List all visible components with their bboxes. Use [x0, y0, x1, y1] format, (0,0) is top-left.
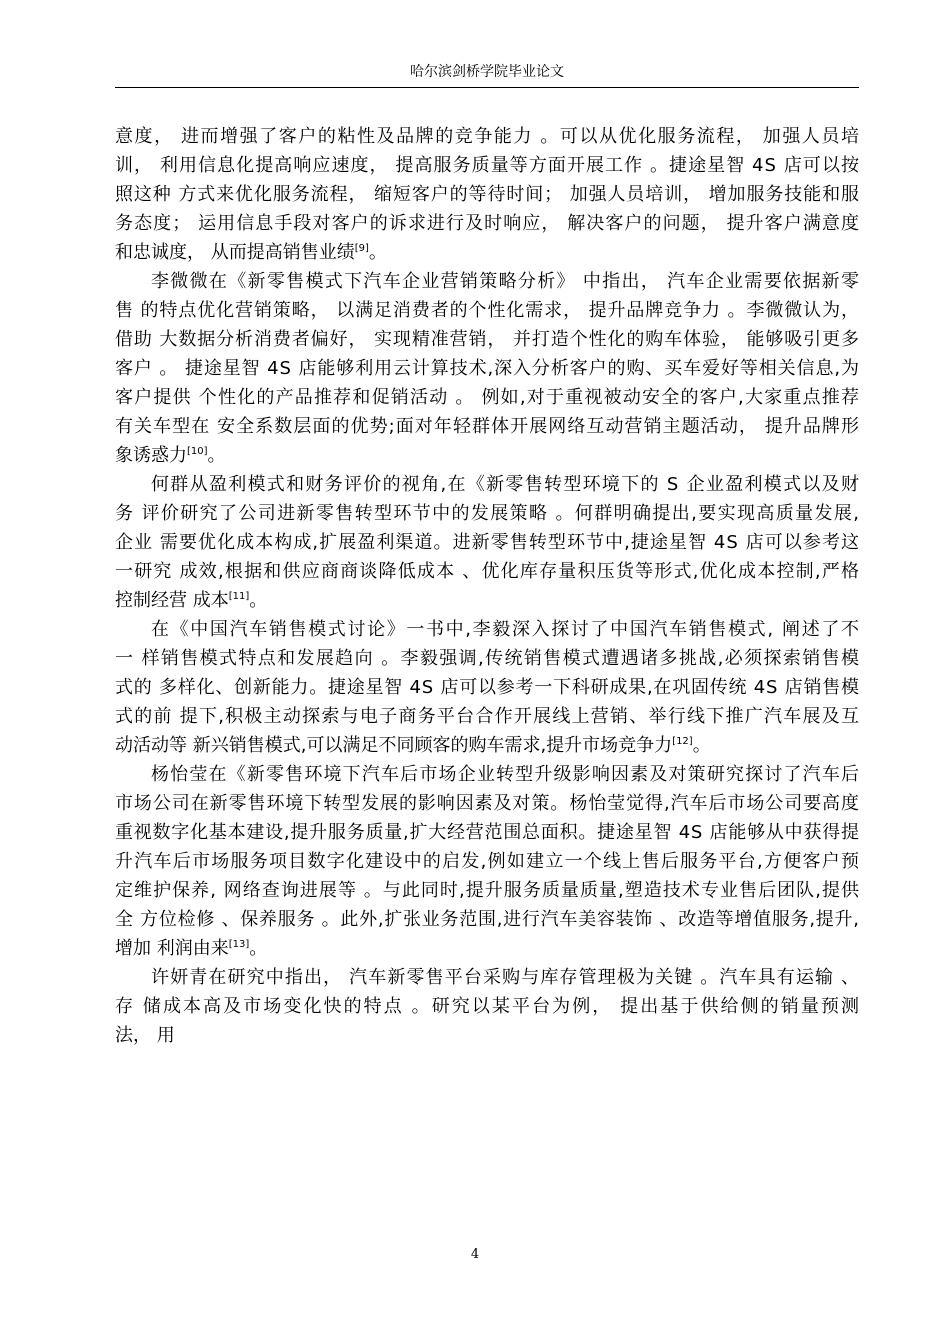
line-text: 务 评价研究了公司进新零售转型环节中的发展策略 。何群明确提出,要实现高质量发展,: [115, 503, 861, 524]
text-line: [115, 296, 859, 325]
page-header: 哈尔滨剑桥学院毕业论文: [410, 64, 564, 80]
line-end-punct: 。: [692, 735, 711, 756]
text-line: [115, 644, 859, 673]
line-text: 有关车型在 安全系数层面的优势;面对年轻群体开展网络互动营销主题活动， 提升品牌形: [115, 416, 861, 437]
text-line: [115, 1021, 859, 1050]
line-text: 象诱惑力: [115, 445, 187, 466]
citation-ref: [11]: [228, 591, 250, 602]
line-text: 重视数字化基本建设,提升服务质量,扩大经营范围总面积。捷途星智 4S 店能够从中获得提: [115, 822, 860, 843]
line-text: 借助 大数据分析消费者偏好， 实现精准营销， 并打造个性化的购车体验， 能够吸引更多: [115, 329, 860, 350]
text-line: [115, 122, 859, 151]
line-text: 客户提供 个性化的产品推荐和促销活动 。 例如,对于重视被动安全的客户,大家重点推荐: [115, 387, 861, 408]
text-line: [115, 673, 859, 702]
text-line: [115, 615, 859, 644]
line-text: 一 样销售模式特点和发展趋向 。李毅强调,传统销售模式遭遇诸多挑战,必须探索销售模: [115, 648, 861, 669]
text-line: [115, 412, 859, 441]
citation-ref: [9]: [354, 243, 369, 254]
text-line: [115, 557, 859, 586]
document-body: [115, 122, 862, 1050]
citation-ref: [13]: [228, 939, 250, 950]
citation-ref: [12]: [672, 736, 693, 747]
text-line: [115, 267, 859, 296]
line-text: 市场公司在新零售环境下转型发展的影响因素及对策。杨怡莹觉得,汽车后市场公司要高度: [115, 793, 860, 814]
text-line: [115, 963, 859, 992]
text-line: [115, 151, 859, 180]
line-text: 式的前 提下,积极主动探索与电子商务平台合作开展线上营销、举行线下推广汽车展及互: [115, 706, 861, 727]
line-text: 升汽车后市场服务项目数字化建设中的启发,例如建立一个线上售后服务平台,方便客户预: [115, 851, 861, 872]
line-text: 李微微在《新零售模式下汽车企业营销策略分析》 中指出， 汽车企业需要依据新零: [151, 271, 861, 292]
line-text: 训， 利用信息化提高响应速度， 提高服务质量等方面开展工作 。捷途星智 4S 店可以按: [115, 155, 861, 176]
line-text: 定维护保养, 网络查询进展等 。与此同时,提升服务质量质量,塑造技术专业售后团队,提供: [115, 880, 861, 901]
line-text: 式的 多样化、创新能力。捷途星智 4S 店可以参考一下科研成果,在巩固传统 4S 店销售模: [115, 677, 860, 698]
text-line: [115, 325, 859, 354]
line-text: 售 的特点优化营销策略， 以满足消费者的个性化需求， 提升品牌竞争力 。李微微认为，: [115, 300, 860, 321]
line-end-punct: 。: [249, 590, 268, 611]
line-text: 客户 。 捷途星智 4S 店能够利用云计算技术,深入分析客户的购、买车爱好等相关信息,为: [115, 358, 860, 379]
page-number: 4: [470, 1247, 480, 1262]
line-text: 在《中国汽车销售模式讨论》一书中,李毅深入探讨了中国汽车销售模式, 阐述了不: [151, 619, 861, 640]
line-text: 和忠诚度， 从而提高销售业绩: [115, 242, 355, 263]
text-line: [115, 789, 859, 818]
line-text: 法， 用: [115, 1025, 175, 1046]
text-line: [115, 499, 859, 528]
line-text: 照这种 方式来优化服务流程， 缩短客户的等待时间； 加强人员培训， 增加服务技能和服: [115, 184, 860, 205]
line-text: 增加 利润由来: [115, 938, 229, 959]
text-line: [115, 876, 859, 905]
text-line: [115, 905, 859, 934]
line-end-punct: 。: [249, 938, 268, 959]
text-line: [115, 847, 859, 876]
text-line: [115, 441, 859, 470]
line-text: 动活动等 新兴销售模式,可以满足不同顾客的购车需求,提升市场竞争力: [115, 735, 673, 756]
text-line: [115, 992, 862, 1021]
line-text: 何群从盈利模式和财务评价的视角,在《新零售转型环境下的 S 企业盈利模式以及财: [151, 474, 861, 495]
line-text: 意度， 进而增强了客户的粘性及品牌的竞争能力 。可以从优化服务流程， 加强人员培: [115, 126, 861, 147]
line-text: 企业 需要优化成本构成,扩展盈利渠道。进新零售转型环节中,捷途星智 4S 店可以参考这: [115, 532, 861, 553]
line-text: 许妍青在研究中指出， 汽车新零售平台采购与库存管理极为关键 。汽车具有运输 、: [151, 967, 861, 988]
line-text: 存 储成本高及市场变化快的特点 。研究以某平台为例， 提出基于供给侧的销量预测: [115, 996, 862, 1017]
text-line: [115, 180, 859, 209]
text-line: [115, 528, 859, 557]
text-line: [115, 383, 859, 412]
text-line: [115, 209, 859, 238]
text-line: [115, 731, 859, 760]
line-text: 一研究 成效,根据和供应商商谈降低成本 、优化库存量积压货等形式,优化成本控制,严格: [115, 561, 861, 582]
text-line: [115, 934, 859, 963]
text-line: [115, 586, 859, 615]
line-text: 务态度； 运用信息手段对客户的诉求进行及时响应， 解决客户的问题， 提升客户满意度: [115, 213, 861, 234]
text-line: [115, 354, 859, 383]
line-end-punct: 。: [368, 242, 387, 263]
line-end-punct: 。: [207, 445, 226, 466]
text-line: [115, 238, 859, 267]
line-text: 全 方位检修 、保养服务 。此外,扩张业务范围,进行汽车美容装饰 、改造等增值服务,提升,: [115, 909, 860, 930]
text-line: [115, 470, 859, 499]
line-text: 控制经营 成本: [115, 590, 229, 611]
line-text: 杨怡莹在《新零售环境下汽车后市场企业转型升级影响因素及对策研究探讨了汽车后: [151, 764, 861, 785]
text-line: [115, 702, 859, 731]
text-line: [115, 818, 859, 847]
citation-ref: [10]: [187, 446, 208, 457]
header-rule: [115, 87, 859, 88]
text-line: [115, 760, 859, 789]
